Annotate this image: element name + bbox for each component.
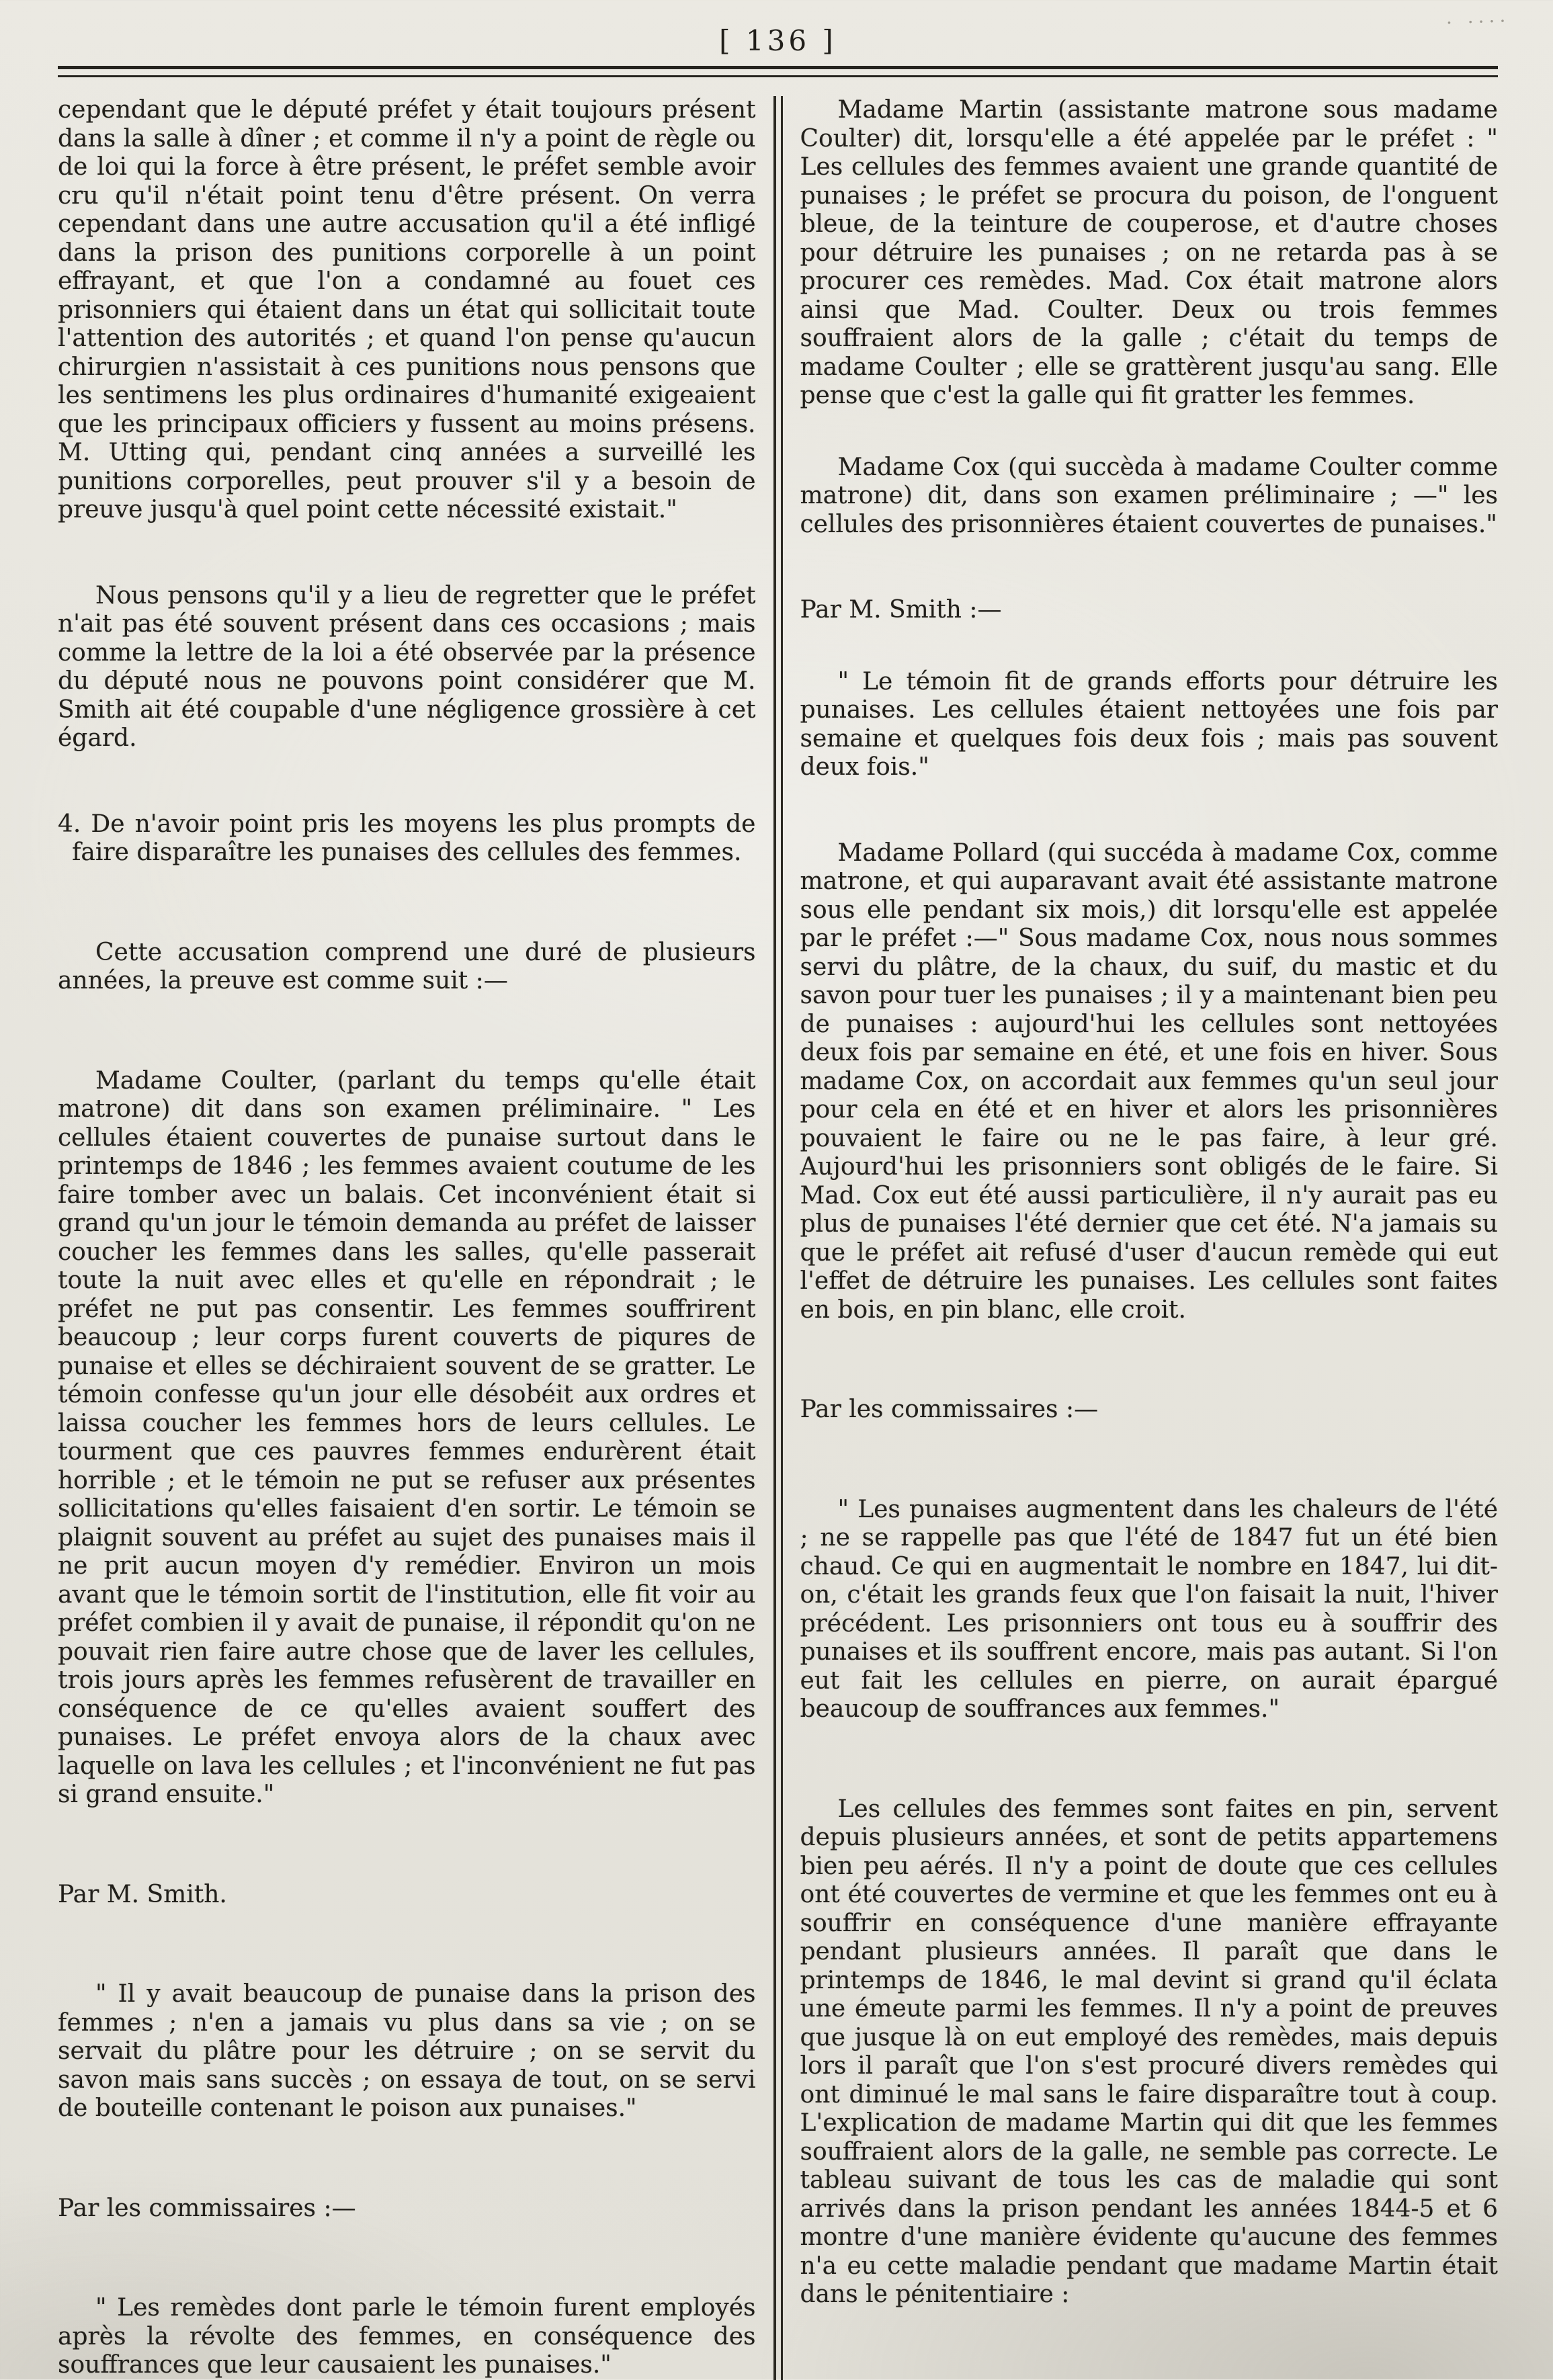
text-columns [58, 96, 1498, 2380]
testimony-cox: Madame Cox (qui succèda à madame Coulter comme matrone) dit, dans son examen préliminaire ; —" les cellules des prisonnières étaient couvertes de punaises." [800, 453, 1498, 538]
testimony-smith: " Il y avait beaucoup de punaise dans la prison des femmes ; n'en a jamais vu plus dans sa vie ; on se servait du plâtre pour les détruire ; on se servit du savon mais sans succès ; on essaya de tout, on se servi de bouteille contenant le poison aux punaises." [58, 1980, 756, 2123]
heading-par-m-smith-2: Par M. Smith :— [800, 596, 1002, 624]
testimony-smith-2: " Le témoin fit de grands efforts pour détruire les punaises. Les cellules étaient nettoyées une fois par semaine et quelques fois deux fois ; mais pas souvent deux fois." [800, 667, 1498, 781]
paragraph-prefect-presence: cependant que le député préfet y était toujours présent dans la salle à dîner ; et comme il n'y a point de règle ou de loi qui la force à être présent, le préfet semble avoir cru qu'il n'était point tenu d'être présent. On verra cependant dans une autre accusation qu'il a été infligé dans la prison des punitions corporelle à un point effrayant, et que l'on a condamné au fouet ces prisonniers qui étaient dans un état qui sollicitait toute l'attention des autorités ; et quand l'on pense qu'aucun chirurgien n'assistait à ces punitions nous pensons que les sentimens les plus ordinaires d'humanité exigeaient que les principaux officiers y fussent au moins présens. M. Utting qui, pendant cinq années a surveillé les punitions corporelles, peut prouver s'il y a besoin de preuve jusqu'à quel point cette nécessité existait." [58, 96, 756, 524]
testimony-martin: Madame Martin (assistante matrone sous madame Coulter) dit, lorsqu'elle a été appelée par le préfet : " Les cellules des femmes avaient une grande quantité de punaises ; le préfet se procura du poison, de l'onguent bleue, de la teinture de couperose, et d'autre choses pour détruire les punaises ; on ne retarda pas à se procurer ces remèdes. Mad. Cox était matrone alors ainsi que Mad. Coulter. Deux ou trois femmes souffraient alors de la galle ; c'était du temps de madame Coulter ; elle se grattèrent jusqu'au sang. Elle pense que c'est la galle qui fit gratter les femmes. [800, 96, 1498, 410]
paragraph-accusation-intro: Cette accusation comprend une duré de plusieurs années, la preuve est comme suit :— [58, 938, 756, 995]
paragraph-conclusion: Les cellules des femmes sont faites en pin, servent depuis plusieurs années, et sont de petits appartemens bien peu aérés. Il n'y a point de doute que ces cellules ont été couvertes de vermine et que les femmes ont eu à souffrir en conséquence d'une manière effrayante pendant plusieurs années. Il paraît que dans le printemps de 1846, le mal devint si grand qu'il éclata une émeute parmi les femmes. Il n'y a point de preuves que jusque là on eut employé des remèdes, mais depuis lors il paraît que l'on s'est procuré divers remèdes qui ont diminué le mal sans le faire disparaître tout à coup. L'explication de madame Martin qui dit que les femmes souffraient alors de la galle, ne semble pas correcte. Le tableau suivant de tous les cas de maladie qui sont arrivés dans la prison pendant les années 1844-5 et 6 montre d'une manière évidente qu'aucune des femmes n'a eu cette maladie pendant que madame Martin était dans le pénitentiaire : [800, 1795, 1498, 2309]
charge-item-4: 4. De n'avoir point pris les moyens les plus prompts de faire disparaître les punaises des cellules des femmes. [58, 810, 756, 867]
header-double-rule [58, 66, 1498, 77]
handwritten-corner-mark: · ···· [1445, 9, 1511, 34]
paragraph-regret: Nous pensons qu'il y a lieu de regretter que le préfet n'ait pas été souvent présent dans ces occasions ; mais comme la lettre de la loi a été observée par la présence du député nous ne pouvons point considérer que M. Smith ait été coupable d'une négligence grossière à cet égard. [58, 581, 756, 753]
heading-par-m-smith: Par M. Smith. [58, 1880, 227, 1908]
heading-par-les-commissaires: Par les commissaires :— [58, 2194, 356, 2222]
testimony-pollard: Madame Pollard (qui succéda à madame Cox, comme matrone, et qui auparavant avait été assistante matrone sous elle pendant six mois,) dit lorsqu'elle est appelée par le préfet :—" Sous madame Cox, nous nous sommes servi du plâtre, de la chaux, du suif, du mastic et du savon pour tuer les punaises ; il y a maintenant bien peu de punaises : aujourd'hui les cellules sont nettoyées deux fois par semaine en été, et une fois en hiver. Sous madame Cox, on accordait aux femmes qu'un seul jour pour cela en été et en hiver et alors les prisonnières pouvaient le faire ou ne le pas faire, à leur gré. Aujourd'hui les prisonniers sont obligés de le faire. Si Mad. Cox eut été aussi particulière, il n'y aurait pas eu plus de punaises l'été dernier que cet été. N'a jamais su que le préfet ait refusé d'user d'aucun remède qui eut l'effet de détruire les punaises. Les cellules sont faites en bois, en pin blanc, elle croit. [800, 839, 1498, 1324]
right-column [800, 96, 1499, 2380]
page-header [58, 26, 1498, 56]
left-column [58, 96, 756, 2380]
column-divider-double-rule [773, 96, 783, 2380]
testimony-coulter: Madame Coulter, (parlant du temps qu'elle était matrone) dit dans son examen préliminaire. " Les cellules étaient couvertes de punaise surtout dans le printemps de 1846 ; les femmes avaient coutume de les faire tomber avec un balais. Cet inconvénient était si grand qu'un jour le témoin demanda au préfet de laisser coucher les femmes dans les salles, qu'elle passerait toute la nuit avec elles et qu'elle en répondrait ; le préfet ne put pas consentir. Les femmes souffrirent beaucoup ; leur corps furent couverts de piqures de punaise et elles se déchiraient souvent de se gratter. Le témoin confesse qu'un jour elle désobéit aux ordres et laissa coucher les femmes hors de leurs cellules. Le tourment que ces pauvres femmes endurèrent était horrible ; et le témoin ne put se refuser aux présentes sollicitations qu'elles faisaient d'en sortir. Le témoin se plaignit souvent au préfet au sujet des punaises mais il ne prit aucun moyen d'y remédier. Environ un mois avant que le témoin sortit de l'institution, elle fit voir au préfet combien il y avait de punaise, il répondit qu'on ne pouvait rien faire autre chose que de laver les cellules, trois jours après les femmes refusèrent de travailler en conséquence de ce qu'elles avaient souffert des punaises. Le préfet envoya alors de la chaux avec laquelle on lava les cellules ; et l'inconvénient ne fut pas si grand ensuite." [58, 1066, 756, 1809]
heading-par-les-commissaires-2: Par les commissaires :— [800, 1396, 1099, 1424]
testimony-commissaires-2: " Les punaises augmentent dans les chaleurs de l'été ; ne se rappelle pas que l'été de 1847 fut un été bien chaud. Ce qui en augmentait le nombre en 1847, lui dit-on, c'était les grands feux que l'on faisait la nuit, l'hiver précédent. Les prisonniers ont tous eu à souffrir des punaises et ils souffrent encore, mais pas autant. Si l'on eut fait les cellules en pierre, on aurait épargué beaucoup de souffrances aux femmes." [800, 1495, 1498, 1724]
testimony-commissaires: " Les remèdes dont parle le témoin furent employés après la révolte des femmes, en conséquence des souffrances que leur causaient les punaises." [58, 2294, 756, 2379]
page-number: [ 136 ] [719, 24, 837, 57]
